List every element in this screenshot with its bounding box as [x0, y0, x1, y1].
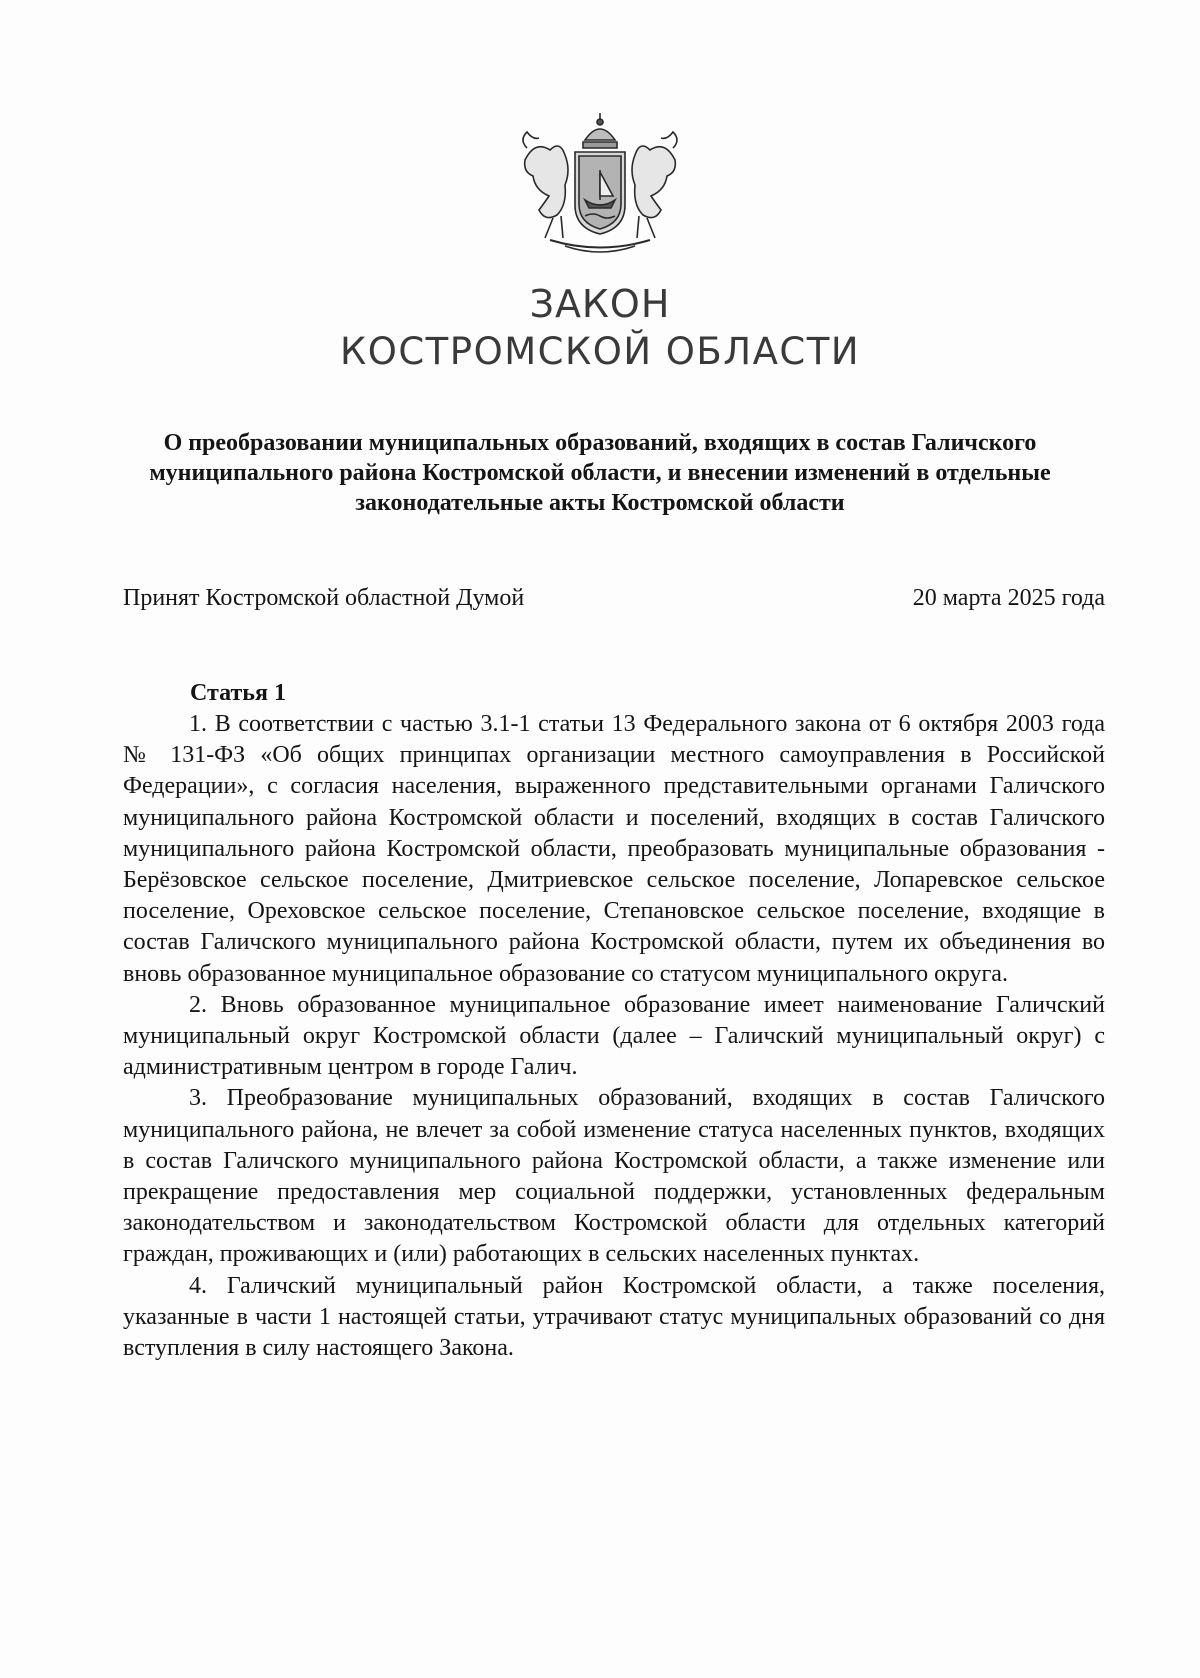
document-title: О преобразовании муниципальных образований, входящих в состав Галичского муниципального района Костромской области, и внесении изменений в отдельные законодательные акты Костромской области	[149, 430, 1051, 516]
paragraph: 1. В соответствии с частью 3.1-1 статьи 13 Федерального закона от 6 октября 2003 года № 131-ФЗ «Об общих принципах организации местного самоуправления в Российской Федерации», с согласия населения, выраженного представительными органами Галичского муниципального района Костромской области и поселений, входящих в состав Галичского муниципального района Костромской области, преобразовать муниципальные образования - Берёзовское сельское поселение, Дмитриевское сельское поселение, Лопаревское сельское поселение, Ореховское сельское поселение, Степановское сельское поселение, входящие в состав Галичского муниципального района Костромской области, путем их объединения во вновь образованное муниципальное образование со статусом муниципального округа.	[123, 711, 1105, 987]
article-heading: Статья 1	[190, 680, 286, 706]
coat-of-arms-icon	[505, 110, 695, 260]
adopted-by: Принят Костромской областной Думой	[123, 585, 525, 611]
adoption-line	[123, 585, 1105, 612]
paragraph: 2. Вновь образованное муниципальное образование имеет наименование Галичский муниципальный округ Костромской области (далее – Галичский муниципальный округ) с административным центром в городе Галич.	[123, 991, 1105, 1081]
adoption-date: 20 марта 2025 года	[912, 585, 1105, 611]
article-body	[123, 709, 1105, 1364]
law-title: ЗАКОН	[529, 282, 671, 326]
paragraph: 4. Галичский муниципальный район Костромской области, а также поселения, указанные в части 1 настоящей статьи, утрачивают статус муниципальных образований со дня вступления в силу настоящего Закона.	[123, 1272, 1105, 1362]
region-title: КОСТРОМСКОЙ ОБЛАСТИ	[339, 330, 861, 373]
paragraph: 3. Преобразование муниципальных образований, входящих в состав Галичского муниципального района, не влечет за собой изменение статуса населенных пунктов, входящих в состав Галичского муниципального района Костромской области, а также изменение или прекращение предоставления мер социальной поддержки, установленных федеральным законодательством и законодательством Костромской области для отдельных категорий граждан, проживающих и (или) работающих в сельских населенных пунктах.	[123, 1085, 1105, 1268]
